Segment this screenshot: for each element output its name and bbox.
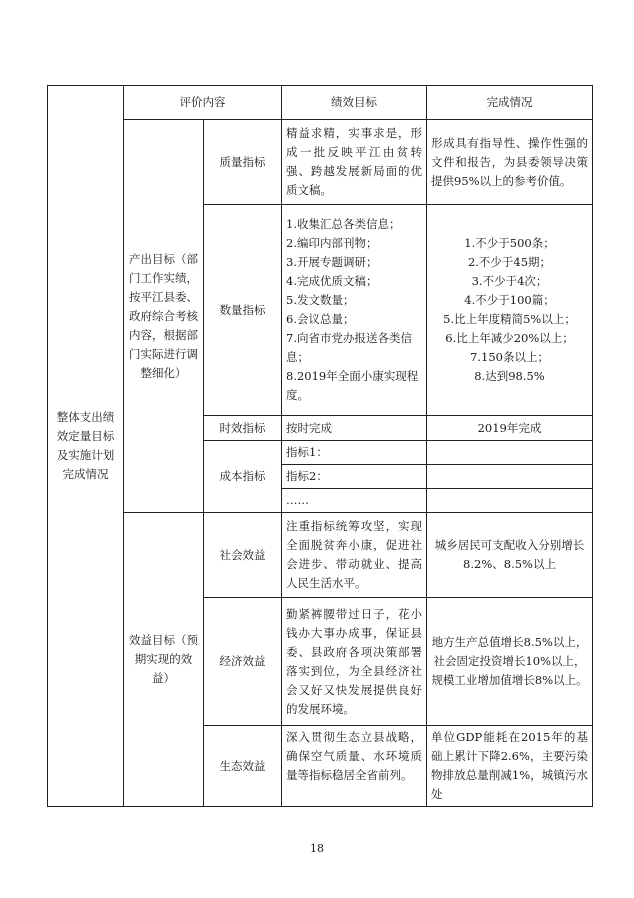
quantity-result-item: 4.不少于100篇；	[464, 293, 555, 307]
overall-expenditure-label: 整体支出绩效定量目标及实施计划完成情况	[56, 410, 115, 481]
economic-benefit-result: 地方生产总值增长8.5%以上，社会固定投资增长10%以上，规模工业增加值增长8%以上。	[427, 598, 593, 726]
ecological-benefit-result: 单位GDP能耗在2015年的基础上累计下降2.6%，主要污染物排放总量削减1%，城镇污水处	[427, 726, 593, 807]
quantity-indicator-targets	[282, 205, 427, 416]
quantity-result-item: 7.150条以上；	[470, 350, 549, 364]
table-row	[48, 120, 593, 205]
quality-indicator-name: 质量指标	[204, 120, 282, 205]
cost-indicator-name: 成本指标	[204, 441, 282, 513]
performance-evaluation-table	[47, 85, 593, 807]
quantity-result-item: 1.不少于500条；	[464, 236, 555, 250]
social-benefit-name: 社会效益	[204, 513, 282, 598]
cost-indicator-result	[427, 489, 593, 513]
quantity-target-item: 7.向省市党办报送各类信息；	[286, 331, 412, 364]
economic-benefit-name: 经济效益	[204, 598, 282, 726]
quantity-target-item: 2.编印内部刊物；	[286, 236, 378, 250]
header-completion: 完成情况	[427, 86, 593, 120]
overall-expenditure-label-cell	[48, 86, 124, 807]
header-eval-content: 评价内容	[124, 86, 282, 120]
table-row	[48, 513, 593, 598]
page-number: 18	[310, 842, 324, 855]
quantity-result-item: 3.不少于4次；	[471, 274, 548, 288]
ecological-benefit-name: 生态效益	[204, 726, 282, 807]
quantity-target-item: 6.会议总量；	[286, 312, 355, 326]
cost-indicator-item: 指标2：	[282, 465, 427, 489]
timeliness-indicator-name: 时效指标	[204, 416, 282, 441]
benefit-target-label: 效益目标（预期实现的效益）	[129, 633, 198, 685]
economic-benefit-target: 勤紧裤腰带过日子，花小钱办大事办成事，保证县委、县政府各项决策部署落实到位，为全县经济社会又好又快发展提供良好的发展环境。	[282, 598, 427, 726]
benefit-target-label-cell	[124, 513, 204, 807]
quantity-target-item: 3.开展专题调研；	[286, 255, 378, 269]
quantity-indicator-name: 数量指标	[204, 205, 282, 416]
output-target-label: 产出目标（部门工作实绩，按平江县委、政府综合考核内容，根据部门实际进行调整细化）	[129, 251, 198, 380]
cost-indicator-result	[427, 465, 593, 489]
social-benefit-target: 注重指标统筹攻坚，实现全面脱贫奔小康，促进社会进步、带动就业、提高人民生活水平。	[282, 513, 427, 598]
quantity-indicator-results	[427, 205, 593, 416]
timeliness-indicator-result: 2019年完成	[427, 416, 593, 441]
quantity-result-item: 2.不少于45期；	[467, 255, 552, 269]
cost-indicator-result	[427, 441, 593, 465]
quality-indicator-result: 形成具有指导性、操作性强的文件和报告，为县委领导决策提供95%以上的参考价值。	[427, 120, 593, 205]
cost-indicator-item: ……	[282, 489, 427, 513]
table-header-row	[48, 86, 593, 120]
cost-indicator-item: 指标1：	[282, 441, 427, 465]
output-target-label-cell	[124, 120, 204, 513]
quantity-target-item: 1.收集汇总各类信息；	[286, 217, 401, 231]
ecological-benefit-target: 深入贯彻生态立县战略，确保空气质量、水环境质量等指标稳居全省前列。	[282, 726, 427, 807]
quantity-result-item: 8.达到98.5%	[474, 369, 545, 383]
quantity-target-item: 4.完成优质文稿；	[286, 274, 378, 288]
quantity-target-item: 5.发文数量；	[286, 293, 355, 307]
quantity-target-item: 8.2019年全面小康实现程度。	[286, 369, 419, 402]
header-performance-target: 绩效目标	[282, 86, 427, 120]
quantity-result-item: 5.比上年度精简5%以上；	[443, 312, 576, 326]
timeliness-indicator-target: 按时完成	[282, 416, 427, 441]
quantity-result-item: 6.比上年减少20%以上；	[445, 331, 574, 345]
quality-indicator-target: 精益求精，实事求是，形成一批反映平江由贫转强、跨越发展新局面的优质文稿。	[282, 120, 427, 205]
social-benefit-result: 城乡居民可支配收入分别增长8.2%、8.5%以上	[427, 513, 593, 598]
